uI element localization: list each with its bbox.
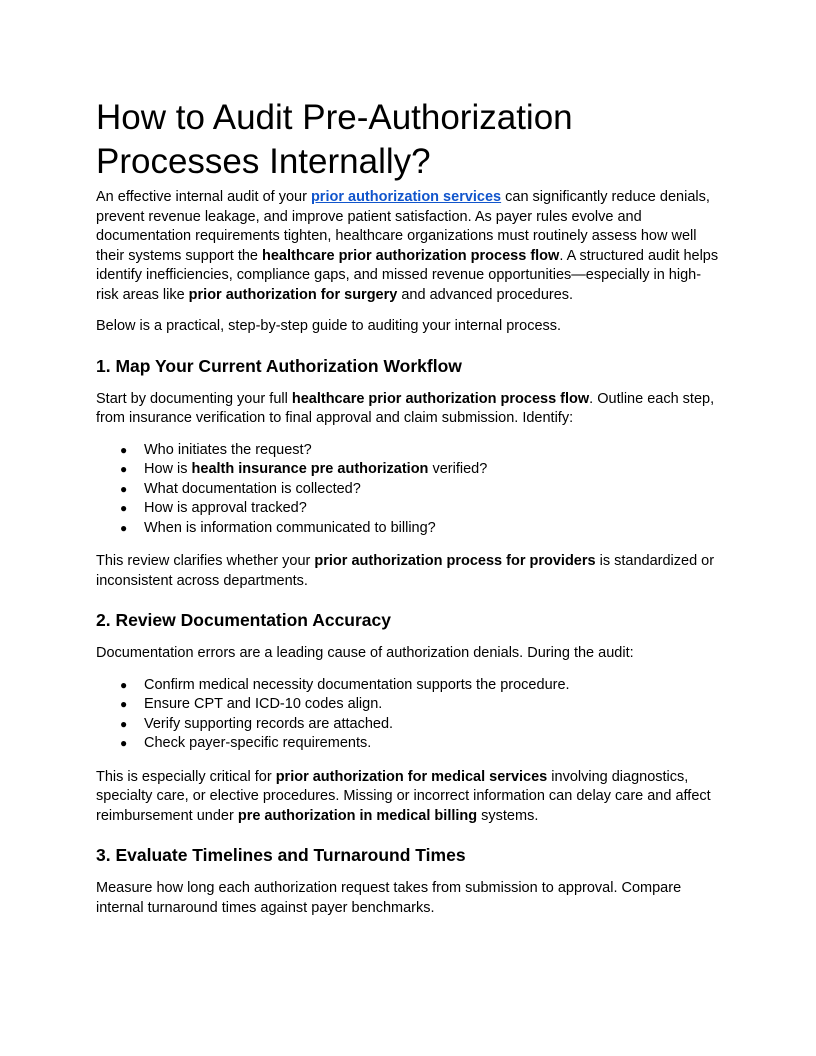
paragraph-bold: prior authorization process for providers	[314, 553, 596, 569]
paragraph-text: This is especially critical for	[96, 768, 276, 785]
list-item-text: When is information communicated to billing?	[144, 519, 436, 536]
bullet-icon: ●	[120, 677, 128, 692]
intro-text: can significantly reduce denials, prevent revenue leakage, and improve patient satisfaction. As payer rules evolve and documentation requirements tighten, healthcare organizations must routinely assess how well their systems support the	[96, 189, 710, 264]
list-item	[96, 441, 720, 461]
list-item-text: Ensure CPT and ICD-10 codes align.	[144, 696, 383, 712]
paragraph-bold: healthcare prior authorization process flow	[291, 390, 590, 407]
intro-bold: prior authorization for surgery	[188, 286, 398, 303]
list-item	[96, 499, 720, 519]
list-item-text: Check payer-specific requirements.	[144, 735, 372, 751]
list-item	[96, 734, 720, 754]
prior-authorization-services-link[interactable]: prior authorization services	[310, 189, 502, 205]
section-2-paragraph: Documentation errors are a leading cause of authorization denials. During the audit:	[96, 645, 634, 661]
paragraph-text: involving diagnostics, specialty care, or elective procedures. Missing or incorrect information can delay care and affect reimbursement under	[96, 768, 711, 824]
list-item-text: How is	[144, 461, 192, 477]
list-item-bold: health insurance pre authorization	[191, 461, 429, 477]
list-item	[96, 676, 720, 696]
section-1-summary-paragraph	[96, 552, 720, 591]
bullet-icon: ●	[120, 501, 128, 515]
page-title: How to Audit Pre-Authorization Processes Internally?	[96, 98, 573, 181]
bullet-icon: ●	[120, 697, 128, 711]
section-3-paragraph: Measure how long each authorization request takes from submission to approval. Compare internal turnaround times against payer benchmarks.	[96, 880, 682, 916]
list-item	[96, 715, 720, 735]
intro-text: An effective internal audit of your	[96, 189, 311, 205]
intro-bold: healthcare prior authorization process flow	[262, 247, 560, 264]
section-3-heading: 3. Evaluate Timelines and Turnaround Times	[96, 845, 466, 865]
list-item-text: Who initiates the request?	[144, 441, 312, 458]
list-item-text: verified?	[428, 461, 488, 477]
list-item-text: Confirm medical necessity documentation supports the procedure.	[144, 676, 570, 693]
section-1-paragraph	[96, 390, 720, 429]
bullet-icon: ●	[120, 716, 128, 731]
section-2-summary-paragraph	[96, 768, 720, 827]
paragraph-text: is standardized or inconsistent across departments.	[96, 553, 715, 589]
list-item-text: How is approval tracked?	[144, 500, 307, 516]
bullet-icon: ●	[120, 736, 128, 750]
list-item-text: What documentation is collected?	[144, 480, 361, 497]
lead-paragraph: Below is a practical, step-by-step guide to auditing your internal process.	[96, 318, 562, 334]
bullet-icon: ●	[120, 462, 128, 476]
list-item	[96, 519, 720, 539]
paragraph-text: This review clarifies whether your	[96, 553, 315, 569]
list-item	[96, 460, 720, 480]
document-body	[96, 96, 720, 930]
intro-text: and advanced procedures.	[397, 286, 574, 303]
paragraph-bold: pre authorization in medical billing	[237, 807, 478, 824]
section-1-heading: 1. Map Your Current Authorization Workflow	[96, 355, 462, 376]
bullet-icon: ●	[120, 520, 128, 535]
paragraph-text: Start by documenting your full	[96, 390, 292, 407]
paragraph-text: systems.	[477, 807, 539, 824]
list-item	[96, 695, 720, 715]
section-2-heading: 2. Review Documentation Accuracy	[96, 610, 392, 630]
intro-text: . A structured audit helps identify inefficiencies, compliance gaps, and missed revenue opportunities—especially in high-risk areas like	[96, 247, 719, 303]
section-2-bullet-list	[96, 676, 720, 754]
bullet-icon: ●	[120, 481, 128, 496]
list-item-text: Verify supporting records are attached.	[144, 715, 394, 732]
list-item	[96, 480, 720, 500]
section-1-bullet-list	[96, 441, 720, 539]
paragraph-bold: prior authorization for medical services	[275, 768, 548, 785]
bullet-icon: ●	[120, 442, 128, 457]
intro-paragraph	[96, 188, 720, 305]
paragraph-text: . Outline each step, from insurance verification to final approval and claim submission. Identify:	[96, 390, 715, 426]
